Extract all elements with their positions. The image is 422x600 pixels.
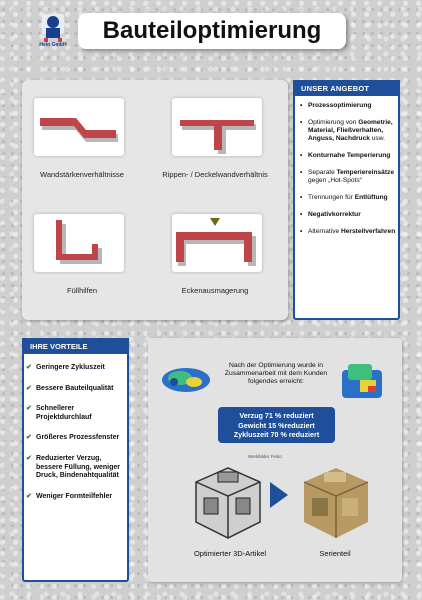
caption-3d-article: Optimierter 3D-Artikel [193, 549, 267, 558]
offer-heading: UNSER ANGEBOT [293, 80, 400, 96]
feature-caption: Rippen- / Deckelwandverhältnis [162, 170, 268, 179]
feature-caption: Füllhilfen [66, 286, 97, 295]
list-item: ✔ Geringere Zykluszeit [26, 364, 105, 371]
rib-diagram [172, 98, 262, 156]
logo-text: Hein GmbH [39, 42, 67, 48]
check-icon: ✔ [26, 384, 32, 392]
check-icon: ✔ [26, 405, 32, 413]
caption-series-part: Serienteil [319, 549, 351, 558]
page-title: Bauteiloptimierung [78, 13, 346, 49]
check-icon: ✔ [26, 454, 32, 462]
result-highlight [218, 407, 335, 443]
list-item: ✔ Schnellerer Projektdurchlauf [26, 405, 92, 421]
advantages-heading: IHRE VORTEILE [22, 338, 129, 354]
list-item: ✔ Bessere Bauteilqualität [26, 384, 114, 392]
check-icon: ✔ [26, 492, 32, 500]
check-icon: ✔ [26, 364, 32, 371]
result-line: Zykluszeit 70 % reduziert [233, 430, 320, 439]
list-item: • Konturnahe Temperierung [300, 152, 391, 159]
list-item: • Trennungen für Entlüftung [300, 194, 388, 201]
offer-list [300, 102, 396, 245]
wall-thickness-diagram [34, 98, 124, 156]
list-item: • Alternative Herstellverfahren [300, 228, 396, 235]
result-intro: Nach der Optimierung wurde in Zusammenarbeit mit dem Kunden folgendes erreicht: [224, 362, 328, 386]
simulation-image-left [160, 360, 212, 400]
features-panel [22, 80, 288, 320]
list-item: ✔ Größeres Prozessfenster [26, 434, 120, 442]
list-item: ✔ Weniger Formteilfehler [26, 492, 113, 500]
3d-article-image [188, 452, 266, 542]
result-line: Verzug 71 % reduziert [239, 411, 314, 420]
feature-caption: Wandstärkenverhältnisse [40, 170, 124, 179]
list-item: • Negativkorrektur [300, 211, 361, 218]
list-item: • Prozessoptimierung [300, 102, 372, 109]
check-icon: ✔ [26, 434, 32, 442]
series-part-image [296, 454, 374, 542]
corner-diagram [172, 214, 262, 272]
simulation-image-right [338, 360, 386, 404]
arrow-right-icon [268, 480, 290, 510]
result-line: Gewicht 15 %reduziert [238, 420, 315, 430]
list-item: • Separate Temperiereinsätze gegen „Hot-Spots“ [300, 169, 395, 184]
fill-aid-diagram [34, 214, 124, 272]
advantages-list [26, 364, 126, 513]
feature-caption: Eckenausmagerung [181, 286, 249, 295]
list-item: ✔ Reduzierter Verzug, bessere Füllung, weniger Druck, Bindenahtqualität [26, 454, 121, 480]
image-credit: Werkbilder Festo [248, 454, 282, 459]
list-item: • Optimierung von Geometrie, Material, Fließverhalten, Anguss, Nachdruck usw. [300, 119, 393, 142]
